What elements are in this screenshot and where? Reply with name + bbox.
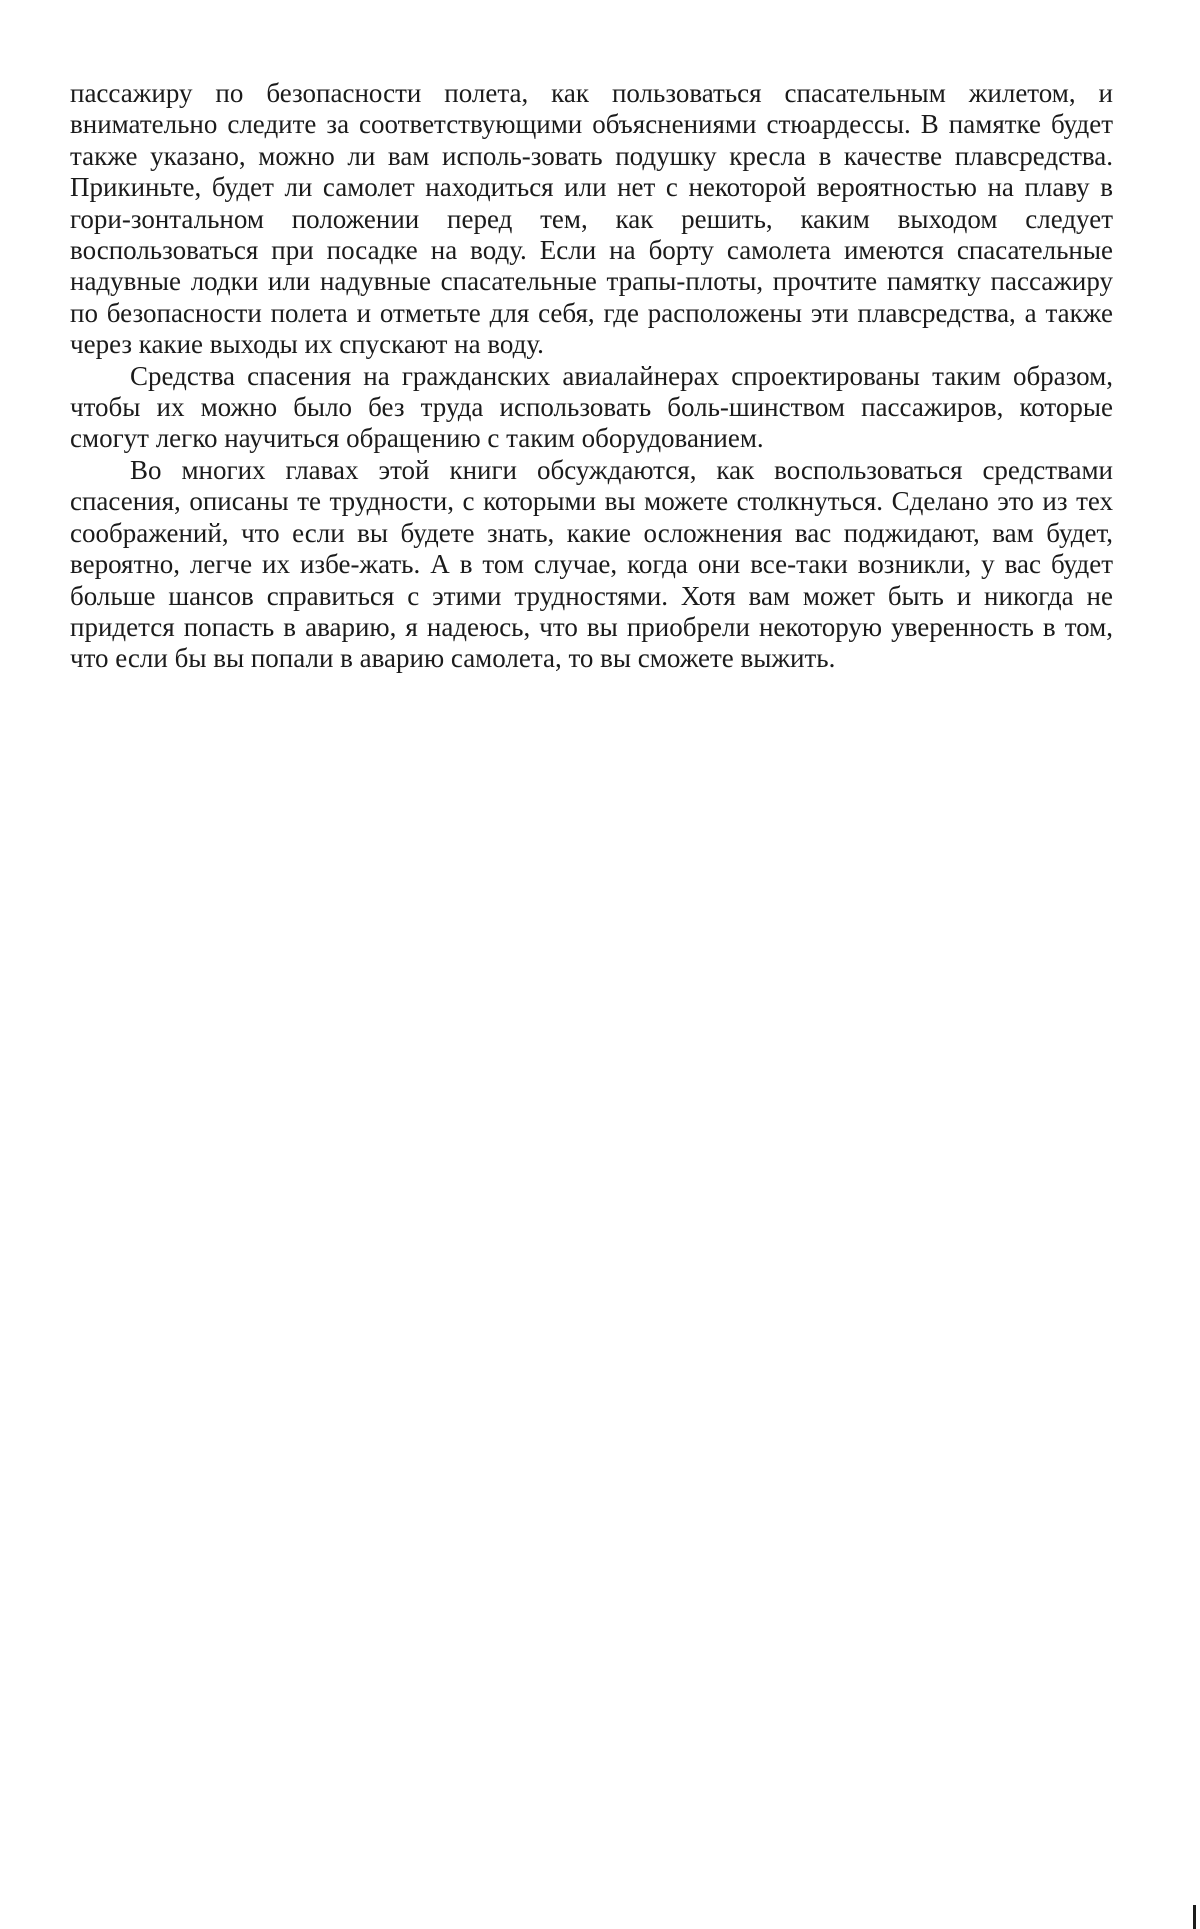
paragraph-rescue-equipment-design: Средства спасения на гражданских авиалайнерах спроектированы таким образом, чтобы их можно было без труда использовать боль-шинством пассажиров, которые смогут легко научиться обращению с таким оборудованием.	[70, 360, 1113, 454]
scan-edge-mark	[1193, 1905, 1196, 1929]
paragraph-survival-confidence: Во многих главах этой книги обсуждаются, как воспользоваться средствами спасения, описаны те трудности, с которыми вы можете столкнуться. Сделано это из тех соображений, что если вы будете знать, какие осложнения вас поджидают, вам будет, вероятно, легче их избе-жать. А в том случае, когда они все-таки возникли, у вас будет больше шансов справиться с этими трудностями. Хотя вам может быть и никогда не придется попасть в аварию, я надеюсь, что вы приобрели некоторую уверенность в том, что если бы вы попали в аварию самолета, то вы сможете выжить.	[70, 454, 1113, 674]
book-text-block	[70, 78, 1113, 675]
paragraph-life-vest-instructions: пассажиру по безопасности полета, как пользоваться спасательным жилетом, и внимательно следите за соответствующими объяснениями стюардессы. В памятке будет также указано, можно ли вам исполь-зовать подушку кресла в качестве плавсредства. Прикиньте, будет ли самолет находиться или нет с некоторой вероятностью на плаву в гори-зонтальном положении перед тем, как решить, каким выходом следует воспользоваться при посадке на воду. Если на борту самолета имеются спасательные надувные лодки или надувные спасательные трапы-плоты, прочтите памятку пассажиру по безопасности полета и отметьте для себя, где расположены эти плавсредства, а также через какие выходы их спускают на воду.	[70, 78, 1113, 360]
